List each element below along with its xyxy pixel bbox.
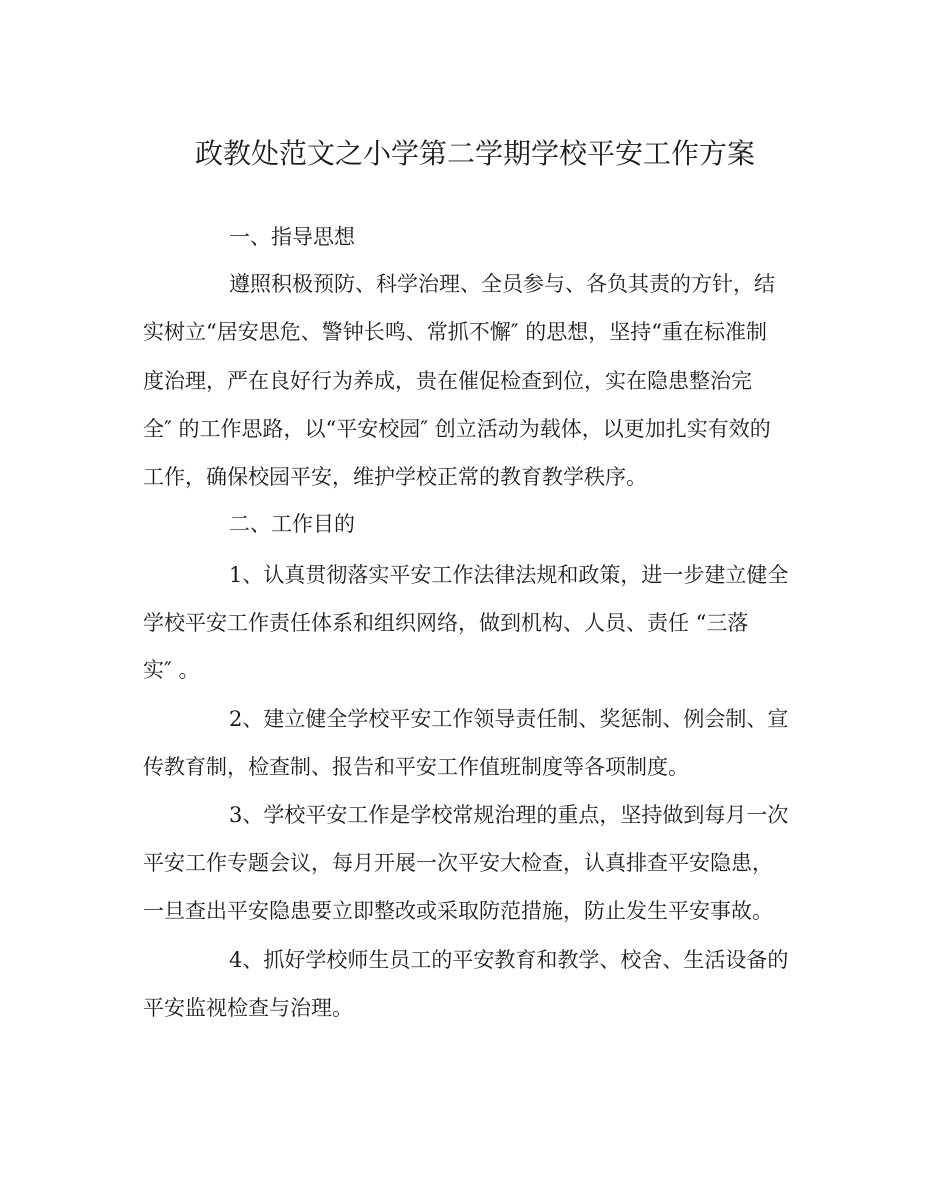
paragraph-line: 平安监视检查与治理。 [143, 996, 353, 1020]
paragraph-line: 4、抓好学校师生员工的平安教育和教学、校舍、生活设备的 [229, 948, 789, 972]
section-heading-guiding-ideology: 一、指导思想 [229, 225, 355, 249]
paragraph-line: 一旦查出平安隐患要立即整改或采取防范措施，防止发生平安事故。 [143, 899, 773, 923]
paragraph-line: 2、建立健全学校平安工作领导责任制、奖惩制、例会制、宣 [229, 707, 789, 731]
paragraph-line: 全″ 的工作思路，以“平安校园″ 创立活动为载体，以更加扎实有效的 [143, 417, 771, 441]
paragraph-line: 1、认真贯彻落实平安工作法律法规和政策，进一步建立健全 [229, 563, 789, 587]
paragraph-line: 度治理，严在良好行为养成，贵在催促检查到位，实在隐患整治完 [143, 369, 752, 393]
paragraph-line: 传教育制，检查制、报告和平安工作值班制度等各项制度。 [143, 755, 689, 779]
paragraph-line: 实树立“居安思危、警钟长鸣、常抓不懈″ 的思想，坚持“重在标准制 [143, 320, 767, 344]
paragraph-line: 实″ 。 [143, 658, 200, 682]
paragraph-line: 工作，确保校园平安，维护学校正常的教育教学秩序。 [143, 465, 647, 489]
paragraph-line: 遵照积极预防、科学治理、全员参与、各负其责的方针，结 [229, 272, 775, 296]
section-heading-work-goals: 二、工作目的 [229, 512, 355, 536]
document-title: 政教处范文之小学第二学期学校平安工作方案 [194, 137, 755, 170]
paragraph-line: 学校平安工作责任体系和组织网络，做到机构、人员、责任 “三落 [143, 611, 749, 635]
paragraph-line: 平安工作专题会议，每月开展一次平安大检查，认真排查平安隐患， [143, 851, 773, 875]
paragraph-line: 3、学校平安工作是学校常规治理的重点，坚持做到每月一次 [229, 803, 789, 827]
